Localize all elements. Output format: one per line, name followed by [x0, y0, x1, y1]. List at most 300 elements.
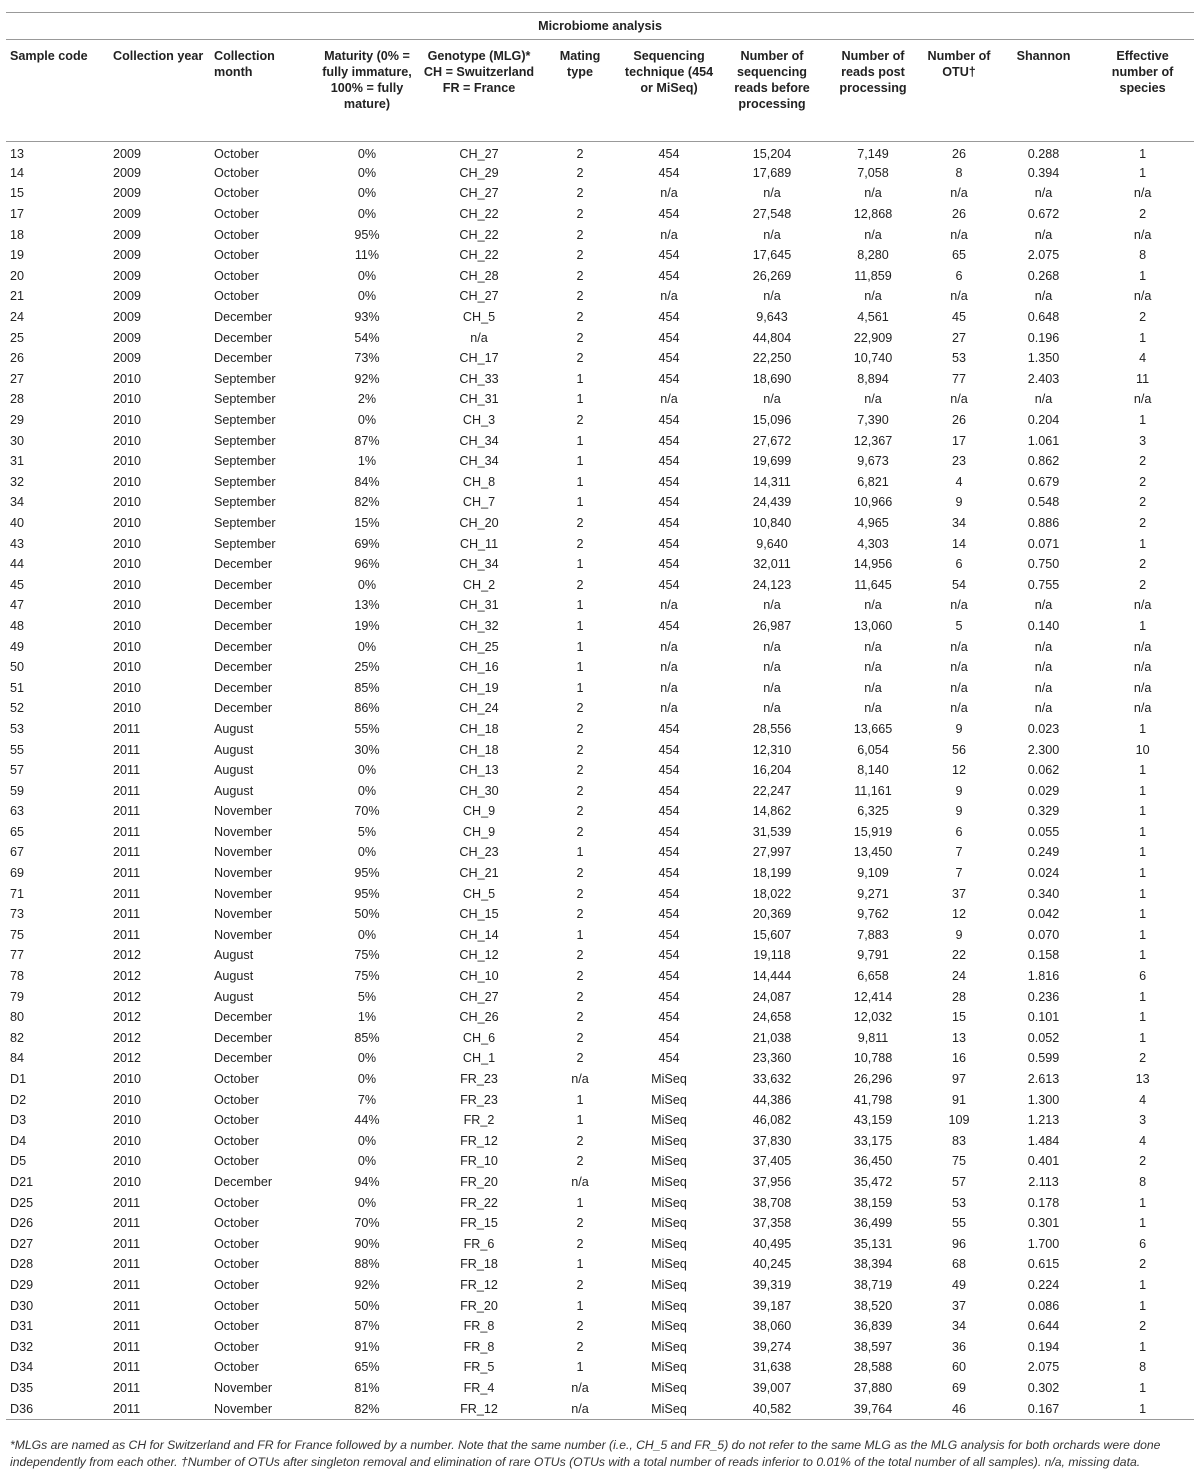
cell-collection-year: 2011	[113, 927, 141, 942]
cell-reads-before: 24,658	[752, 1010, 792, 1025]
cell-mating-type: 2	[576, 804, 584, 819]
cell-collection-year: 2011	[113, 783, 141, 798]
cell-shannon: 0.042	[1027, 907, 1060, 922]
cell-collection-month: September	[214, 392, 276, 407]
cell-sample-code: 34	[10, 495, 25, 510]
cell-mating-type: 2	[576, 989, 584, 1004]
cell-shannon: 0.755	[1027, 577, 1060, 592]
table-row	[6, 574, 1194, 595]
microbiome-table	[6, 12, 1194, 1420]
cell-maturity: 44%	[354, 1113, 380, 1128]
cell-sequencing-technique: 454	[658, 330, 680, 345]
cell-number-otu: n/a	[950, 598, 968, 613]
cell-genotype: CH_29	[459, 165, 499, 180]
cell-number-otu: 12	[951, 907, 966, 922]
cell-genotype: CH_22	[459, 248, 499, 263]
cell-sample-code: 50	[10, 660, 25, 675]
cell-shannon: 0.401	[1027, 1154, 1060, 1169]
cell-shannon: 0.055	[1027, 824, 1060, 839]
cell-number-otu: 4	[955, 474, 963, 489]
header-collection-year: Collection year	[109, 40, 210, 142]
cell-sample-code: 57	[10, 763, 25, 778]
cell-sample-code: 77	[10, 948, 25, 963]
cell-genotype: CH_25	[459, 639, 499, 654]
cell-mating-type: 2	[576, 969, 584, 984]
cell-collection-year: 2009	[113, 147, 142, 162]
cell-collection-month: November	[214, 1380, 273, 1395]
cell-sample-code: 69	[10, 866, 25, 881]
cell-sample-code: 48	[10, 618, 25, 633]
cell-maturity: 13%	[354, 598, 380, 613]
cell-sequencing-technique: MiSeq	[651, 1298, 687, 1313]
cell-collection-month: November	[210, 1398, 318, 1419]
cell-shannon: 0.268	[1027, 268, 1060, 283]
cell-reads-before: 46,082	[752, 1113, 792, 1128]
cell-collection-month: December	[214, 618, 273, 633]
cell-reads-post: 7,883	[857, 927, 889, 942]
cell-reads-post: 4,303	[857, 536, 889, 551]
cell-shannon: 0.101	[1027, 1010, 1060, 1025]
cell-effective-species: 4	[1139, 1133, 1147, 1148]
cell-shannon: n/a	[1034, 598, 1053, 613]
cell-collection-year: 2011	[113, 1319, 141, 1334]
cell-collection-year: 2010	[113, 1113, 142, 1128]
table-row	[6, 1336, 1194, 1357]
cell-sequencing-technique: MiSeq	[651, 1360, 687, 1375]
cell-genotype: FR_4	[463, 1380, 495, 1395]
cell-shannon: n/a	[1034, 680, 1053, 695]
cell-maturity: 0%	[357, 186, 377, 201]
cell-reads-post: 6,821	[857, 474, 889, 489]
cell-reads-post: 12,367	[853, 433, 893, 448]
cell-reads-before: 17,645	[752, 248, 792, 263]
cell-number-otu: 9	[955, 495, 963, 510]
cell-mating-type: 1	[576, 474, 584, 489]
cell-mating-type: 2	[576, 1339, 584, 1354]
cell-mating-type: 2	[576, 701, 584, 716]
table-row	[6, 204, 1194, 225]
table-row	[6, 369, 1194, 390]
cell-genotype: CH_7	[462, 495, 496, 510]
table-row	[6, 925, 1194, 946]
cell-shannon: 0.062	[1027, 763, 1060, 778]
cell-maturity: 88%	[354, 1257, 380, 1272]
cell-number-otu: 15	[951, 1010, 966, 1025]
cell-shannon: 1.816	[1027, 969, 1060, 984]
cell-genotype: CH_12	[459, 948, 499, 963]
cell-mating-type: n/a	[571, 1072, 589, 1087]
cell-maturity: 0%	[357, 1195, 377, 1210]
cell-number-otu: 26	[951, 413, 966, 428]
cell-number-otu: 27	[951, 330, 966, 345]
cell-sequencing-technique: 454	[658, 783, 680, 798]
cell-sequencing-technique: MiSeq	[651, 1277, 687, 1292]
cell-collection-month: October	[214, 1113, 259, 1128]
cell-collection-month: September	[214, 454, 276, 469]
cell-effective-species: 2	[1139, 515, 1147, 530]
cell-collection-month: November	[214, 824, 273, 839]
cell-collection-year: 2011	[113, 866, 141, 881]
cell-collection-year: 2010	[113, 557, 142, 572]
cell-collection-year: 2010	[113, 660, 142, 675]
cell-collection-year: 2010	[113, 454, 142, 469]
cell-collection-month: October	[214, 1154, 259, 1169]
cell-effective-species: 3	[1139, 433, 1147, 448]
cell-mating-type: 1	[576, 680, 584, 695]
table-row	[6, 389, 1194, 410]
cell-shannon: 0.340	[1027, 886, 1060, 901]
cell-mating-type: 1	[576, 454, 584, 469]
cell-number-otu: n/a	[950, 639, 968, 654]
cell-maturity: 69%	[354, 536, 380, 551]
cell-reads-post: 15,919	[853, 824, 893, 839]
cell-shannon: 0.301	[1027, 1216, 1060, 1231]
cell-collection-month: October	[214, 268, 259, 283]
cell-maturity: 84%	[354, 474, 380, 489]
cell-effective-species: 1	[1139, 165, 1147, 180]
cell-mating-type: 2	[576, 1277, 584, 1292]
cell-effective-species: n/a	[1133, 227, 1152, 242]
cell-sample-code: 78	[10, 969, 25, 984]
cell-sample-code: 14	[10, 165, 25, 180]
cell-collection-month: August	[214, 969, 254, 984]
cell-collection-month: December	[214, 1030, 273, 1045]
cell-number-otu: 56	[951, 742, 966, 757]
cell-reads-before: 14,311	[753, 474, 791, 489]
cell-reads-post: 35,472	[853, 1174, 893, 1189]
cell-sample-code: 26	[10, 351, 25, 366]
cell-genotype: FR_8	[463, 1319, 495, 1334]
cell-effective-species: 8	[1139, 1360, 1147, 1375]
cell-genotype: CH_2	[462, 577, 496, 592]
cell-sample-code: 40	[10, 515, 25, 530]
cell-sequencing-technique: MiSeq	[651, 1092, 687, 1107]
cell-mating-type: 2	[576, 1236, 584, 1251]
cell-shannon: 2.113	[1028, 1174, 1059, 1189]
cell-collection-year: 2010	[113, 577, 142, 592]
cell-reads-post: 26,296	[853, 1072, 893, 1087]
table-row	[6, 1069, 1194, 1090]
cell-effective-species: 1	[1139, 989, 1147, 1004]
cell-reads-post: 35,131	[853, 1236, 893, 1251]
cell-mating-type: 1	[576, 495, 584, 510]
cell-sample-code: 27	[10, 371, 25, 386]
cell-collection-month: November	[214, 886, 273, 901]
cell-reads-post: 10,966	[853, 495, 893, 510]
cell-mating-type: 2	[576, 1010, 584, 1025]
table-row	[6, 1275, 1194, 1296]
table-row	[6, 760, 1194, 781]
cell-collection-month: August	[214, 948, 254, 963]
cell-collection-year: 2011	[113, 886, 141, 901]
table-row	[6, 636, 1194, 657]
table-row	[6, 801, 1194, 822]
cell-mating-type: 1	[576, 1113, 584, 1128]
cell-collection-month: October	[214, 1257, 259, 1272]
cell-collection-year: 2011	[113, 1380, 141, 1395]
cell-sequencing-technique: 454	[658, 310, 680, 325]
cell-maturity: 92%	[354, 1277, 380, 1292]
cell-mating-type: 2	[576, 824, 584, 839]
cell-reads-post: 11,161	[854, 783, 892, 798]
cell-reads-post: 38,159	[853, 1195, 893, 1210]
cell-sample-code: D21	[10, 1174, 34, 1189]
cell-shannon: n/a	[1034, 639, 1053, 654]
cell-genotype: CH_22	[459, 227, 499, 242]
cell-genotype: CH_27	[459, 289, 499, 304]
cell-number-otu: 34	[951, 515, 966, 530]
cell-collection-month: October	[214, 1319, 259, 1334]
cell-genotype: CH_10	[459, 969, 499, 984]
table-row	[6, 286, 1194, 307]
footnote-line-1: *MLGs are named as CH for Switzerland and FR for France followed by a number. Note that the same number (i.e., CH_5 and FR_5) do not refer to the same MLG as the MLG analysis for both orchards were done	[10, 1438, 1161, 1452]
cell-collection-year: 2011	[109, 1398, 210, 1419]
cell-mating-type: 1	[576, 1298, 584, 1313]
cell-mating-type: n/a	[571, 1380, 589, 1395]
cell-maturity: 91%	[354, 1339, 380, 1354]
cell-genotype: CH_34	[459, 433, 499, 448]
cell-genotype: FR_5	[463, 1360, 495, 1375]
cell-shannon: 0.648	[1027, 310, 1060, 325]
cell-effective-species: 8	[1139, 1174, 1147, 1189]
cell-reads-before: 9,640	[756, 536, 788, 551]
cell-sample-code: D34	[10, 1360, 34, 1375]
cell-effective-species: 1	[1139, 886, 1147, 901]
cell-maturity: 93%	[354, 310, 380, 325]
cell-number-otu: 26	[951, 207, 966, 222]
cell-reads-post: 33,175	[853, 1133, 893, 1148]
cell-maturity: 0%	[357, 1133, 377, 1148]
table-row	[6, 554, 1194, 575]
cell-sequencing-technique: MiSeq	[618, 1398, 720, 1419]
cell-reads-before: 27,548	[752, 207, 792, 222]
cell-sequencing-technique: 454	[658, 804, 680, 819]
cell-collection-month: October	[214, 1133, 259, 1148]
cell-mating-type: n/a	[571, 1174, 589, 1189]
cell-reads-before: 33,632	[752, 1072, 792, 1087]
cell-effective-species: n/a	[1133, 639, 1152, 654]
cell-sequencing-technique: MiSeq	[651, 1236, 687, 1251]
cell-genotype: CH_17	[459, 351, 499, 366]
cell-sample-code: D5	[10, 1154, 27, 1169]
cell-reads-post: 11,859	[854, 268, 892, 283]
cell-mating-type: 2	[576, 515, 584, 530]
cell-collection-year: 2009	[113, 289, 142, 304]
cell-genotype: CH_26	[459, 1010, 499, 1025]
cell-shannon: n/a	[1034, 227, 1053, 242]
cell-collection-month: October	[214, 1092, 259, 1107]
cell-collection-month: August	[214, 783, 254, 798]
cell-effective-species: 1	[1139, 268, 1147, 283]
cell-reads-post: 39,764	[824, 1398, 922, 1419]
cell-number-otu: 91	[951, 1092, 966, 1107]
cell-sequencing-technique: 454	[658, 433, 680, 448]
cell-sequencing-technique: MiSeq	[651, 1339, 687, 1354]
cell-collection-month: October	[214, 1236, 259, 1251]
cell-sample-code: D31	[10, 1319, 34, 1334]
cell-collection-year: 2011	[113, 721, 141, 736]
cell-effective-species: 1	[1139, 907, 1147, 922]
cell-effective-species: 10	[1135, 742, 1150, 757]
cell-number-otu: 24	[951, 969, 966, 984]
cell-sequencing-technique: 454	[658, 907, 680, 922]
cell-mating-type: 1	[576, 371, 584, 386]
cell-effective-species: n/a	[1133, 701, 1152, 716]
cell-collection-year: 2010	[113, 1133, 142, 1148]
cell-maturity: 85%	[354, 680, 380, 695]
cell-effective-species: 8	[1139, 248, 1147, 263]
cell-reads-post: 8,894	[857, 371, 889, 386]
cell-collection-month: August	[214, 989, 254, 1004]
table-row	[6, 430, 1194, 451]
cell-collection-month: December	[214, 680, 273, 695]
cell-collection-month: October	[214, 165, 259, 180]
table-footnote	[10, 1437, 1198, 1471]
cell-sequencing-technique: n/a	[660, 598, 678, 613]
cell-sample-code: 55	[10, 742, 25, 757]
cell-collection-year: 2012	[113, 989, 142, 1004]
cell-sample-code: 73	[10, 907, 25, 922]
cell-collection-month: October	[214, 1360, 259, 1375]
cell-collection-year: 2011	[113, 1195, 141, 1210]
cell-genotype: CH_9	[462, 824, 496, 839]
cell-sample-code: 15	[10, 186, 25, 201]
cell-effective-species: 4	[1139, 351, 1147, 366]
cell-shannon: 0.615	[1027, 1257, 1060, 1272]
cell-genotype: CH_15	[459, 907, 499, 922]
cell-shannon: 1.213	[1027, 1113, 1060, 1128]
cell-effective-species: 1	[1139, 147, 1147, 162]
cell-effective-species: n/a	[1133, 392, 1152, 407]
cell-mating-type: 1	[576, 618, 584, 633]
cell-reads-before: 26,269	[752, 268, 792, 283]
cell-sequencing-technique: 454	[658, 618, 680, 633]
cell-reads-before: 40,245	[752, 1257, 792, 1272]
cell-collection-month: December	[214, 577, 273, 592]
cell-shannon: 0.236	[1027, 989, 1060, 1004]
cell-effective-species: 1	[1139, 1339, 1147, 1354]
cell-reads-before: n/a	[763, 639, 781, 654]
cell-effective-species: 1	[1139, 1298, 1147, 1313]
cell-reads-before: 19,118	[753, 948, 791, 963]
cell-reads-post: 13,665	[853, 721, 893, 736]
cell-reads-before: n/a	[763, 186, 781, 201]
cell-genotype: CH_31	[459, 392, 499, 407]
cell-mating-type: 2	[576, 783, 584, 798]
cell-collection-month: October	[214, 227, 259, 242]
cell-reads-before: 20,369	[752, 907, 792, 922]
cell-reads-post: 36,450	[853, 1154, 893, 1169]
footnote-line-2: independently from each other. †Number of OTUs after singleton removal and elimination of rare OTUs (OTUs with a total number of reads inferior to 0.01% of the total number of all samples). n/a, missing data.	[10, 1455, 1141, 1469]
cell-sequencing-technique: MiSeq	[651, 1195, 687, 1210]
cell-collection-year: 2010	[113, 474, 142, 489]
cell-shannon: 0.886	[1027, 515, 1060, 530]
cell-collection-year: 2010	[113, 1174, 142, 1189]
cell-number-otu: 53	[951, 1195, 966, 1210]
cell-collection-month: October	[214, 1298, 259, 1313]
cell-shannon: n/a	[1034, 186, 1053, 201]
cell-sequencing-technique: n/a	[660, 701, 678, 716]
cell-mating-type: 2	[576, 577, 584, 592]
cell-maturity: 5%	[357, 824, 377, 839]
cell-collection-year: 2010	[113, 515, 142, 530]
cell-number-otu: 45	[951, 310, 966, 325]
cell-shannon: 1.061	[1027, 433, 1060, 448]
cell-mating-type: 2	[576, 268, 584, 283]
cell-reads-before: 39,319	[752, 1277, 792, 1292]
cell-collection-year: 2011	[113, 1277, 141, 1292]
cell-sample-code: 47	[10, 598, 25, 613]
cell-shannon: 0.679	[1027, 474, 1060, 489]
cell-collection-month: November	[214, 927, 273, 942]
cell-sequencing-technique: n/a	[660, 392, 678, 407]
table-body	[6, 142, 1194, 1420]
cell-reads-before: 44,386	[752, 1092, 792, 1107]
cell-reads-post: n/a	[864, 701, 882, 716]
cell-number-otu: 6	[955, 557, 963, 572]
cell-shannon: 1.484	[1027, 1133, 1060, 1148]
cell-number-otu: 37	[951, 1298, 966, 1313]
table-title: Microbiome analysis	[6, 13, 1194, 40]
cell-genotype: CH_34	[459, 454, 499, 469]
header-sample-code: Sample code	[6, 40, 109, 142]
cell-reads-post: 43,159	[853, 1113, 893, 1128]
table-row	[6, 1007, 1194, 1028]
cell-maturity: 0%	[357, 577, 377, 592]
cell-genotype: CH_19	[459, 680, 499, 695]
cell-shannon: 0.862	[1027, 454, 1060, 469]
cell-genotype: CH_3	[462, 413, 496, 428]
cell-mating-type: 2	[576, 763, 584, 778]
cell-reads-before: 22,247	[752, 783, 792, 798]
cell-effective-species: 1	[1139, 618, 1147, 633]
cell-sequencing-technique: 454	[658, 742, 680, 757]
cell-maturity: 0%	[357, 147, 377, 162]
cell-shannon: 0.644	[1027, 1319, 1060, 1334]
cell-sequencing-technique: 454	[658, 866, 680, 881]
cell-mating-type: 2	[576, 1030, 584, 1045]
cell-sample-code: D36	[6, 1398, 109, 1419]
cell-effective-species: 1	[1139, 330, 1147, 345]
cell-reads-post: 22,909	[853, 330, 893, 345]
cell-reads-before: n/a	[763, 392, 781, 407]
header-shannon: Shannon	[996, 40, 1091, 142]
cell-mating-type: 2	[576, 330, 584, 345]
cell-genotype: CH_31	[459, 598, 499, 613]
cell-shannon: 0.750	[1027, 557, 1060, 572]
cell-collection-month: October	[214, 186, 259, 201]
cell-sample-code: D30	[10, 1298, 34, 1313]
cell-reads-post: 6,054	[857, 742, 889, 757]
cell-number-otu: n/a	[950, 680, 968, 695]
table-row	[6, 883, 1194, 904]
cell-sample-code: 24	[10, 310, 25, 325]
cell-maturity: 0%	[357, 1072, 377, 1087]
cell-collection-month: September	[214, 536, 276, 551]
cell-maturity: 94%	[354, 1174, 380, 1189]
cell-effective-species: 1	[1139, 1030, 1147, 1045]
cell-genotype: CH_18	[459, 742, 499, 757]
cell-genotype: CH_24	[459, 701, 499, 716]
cell-reads-post: 38,520	[853, 1298, 893, 1313]
table-row	[6, 245, 1194, 266]
cell-mating-type: 2	[576, 147, 584, 162]
table-row	[6, 1378, 1194, 1399]
cell-shannon: 0.024	[1027, 866, 1060, 881]
cell-maturity: 0%	[357, 927, 377, 942]
cell-maturity: 0%	[357, 1051, 377, 1066]
cell-collection-month: December	[214, 1051, 273, 1066]
